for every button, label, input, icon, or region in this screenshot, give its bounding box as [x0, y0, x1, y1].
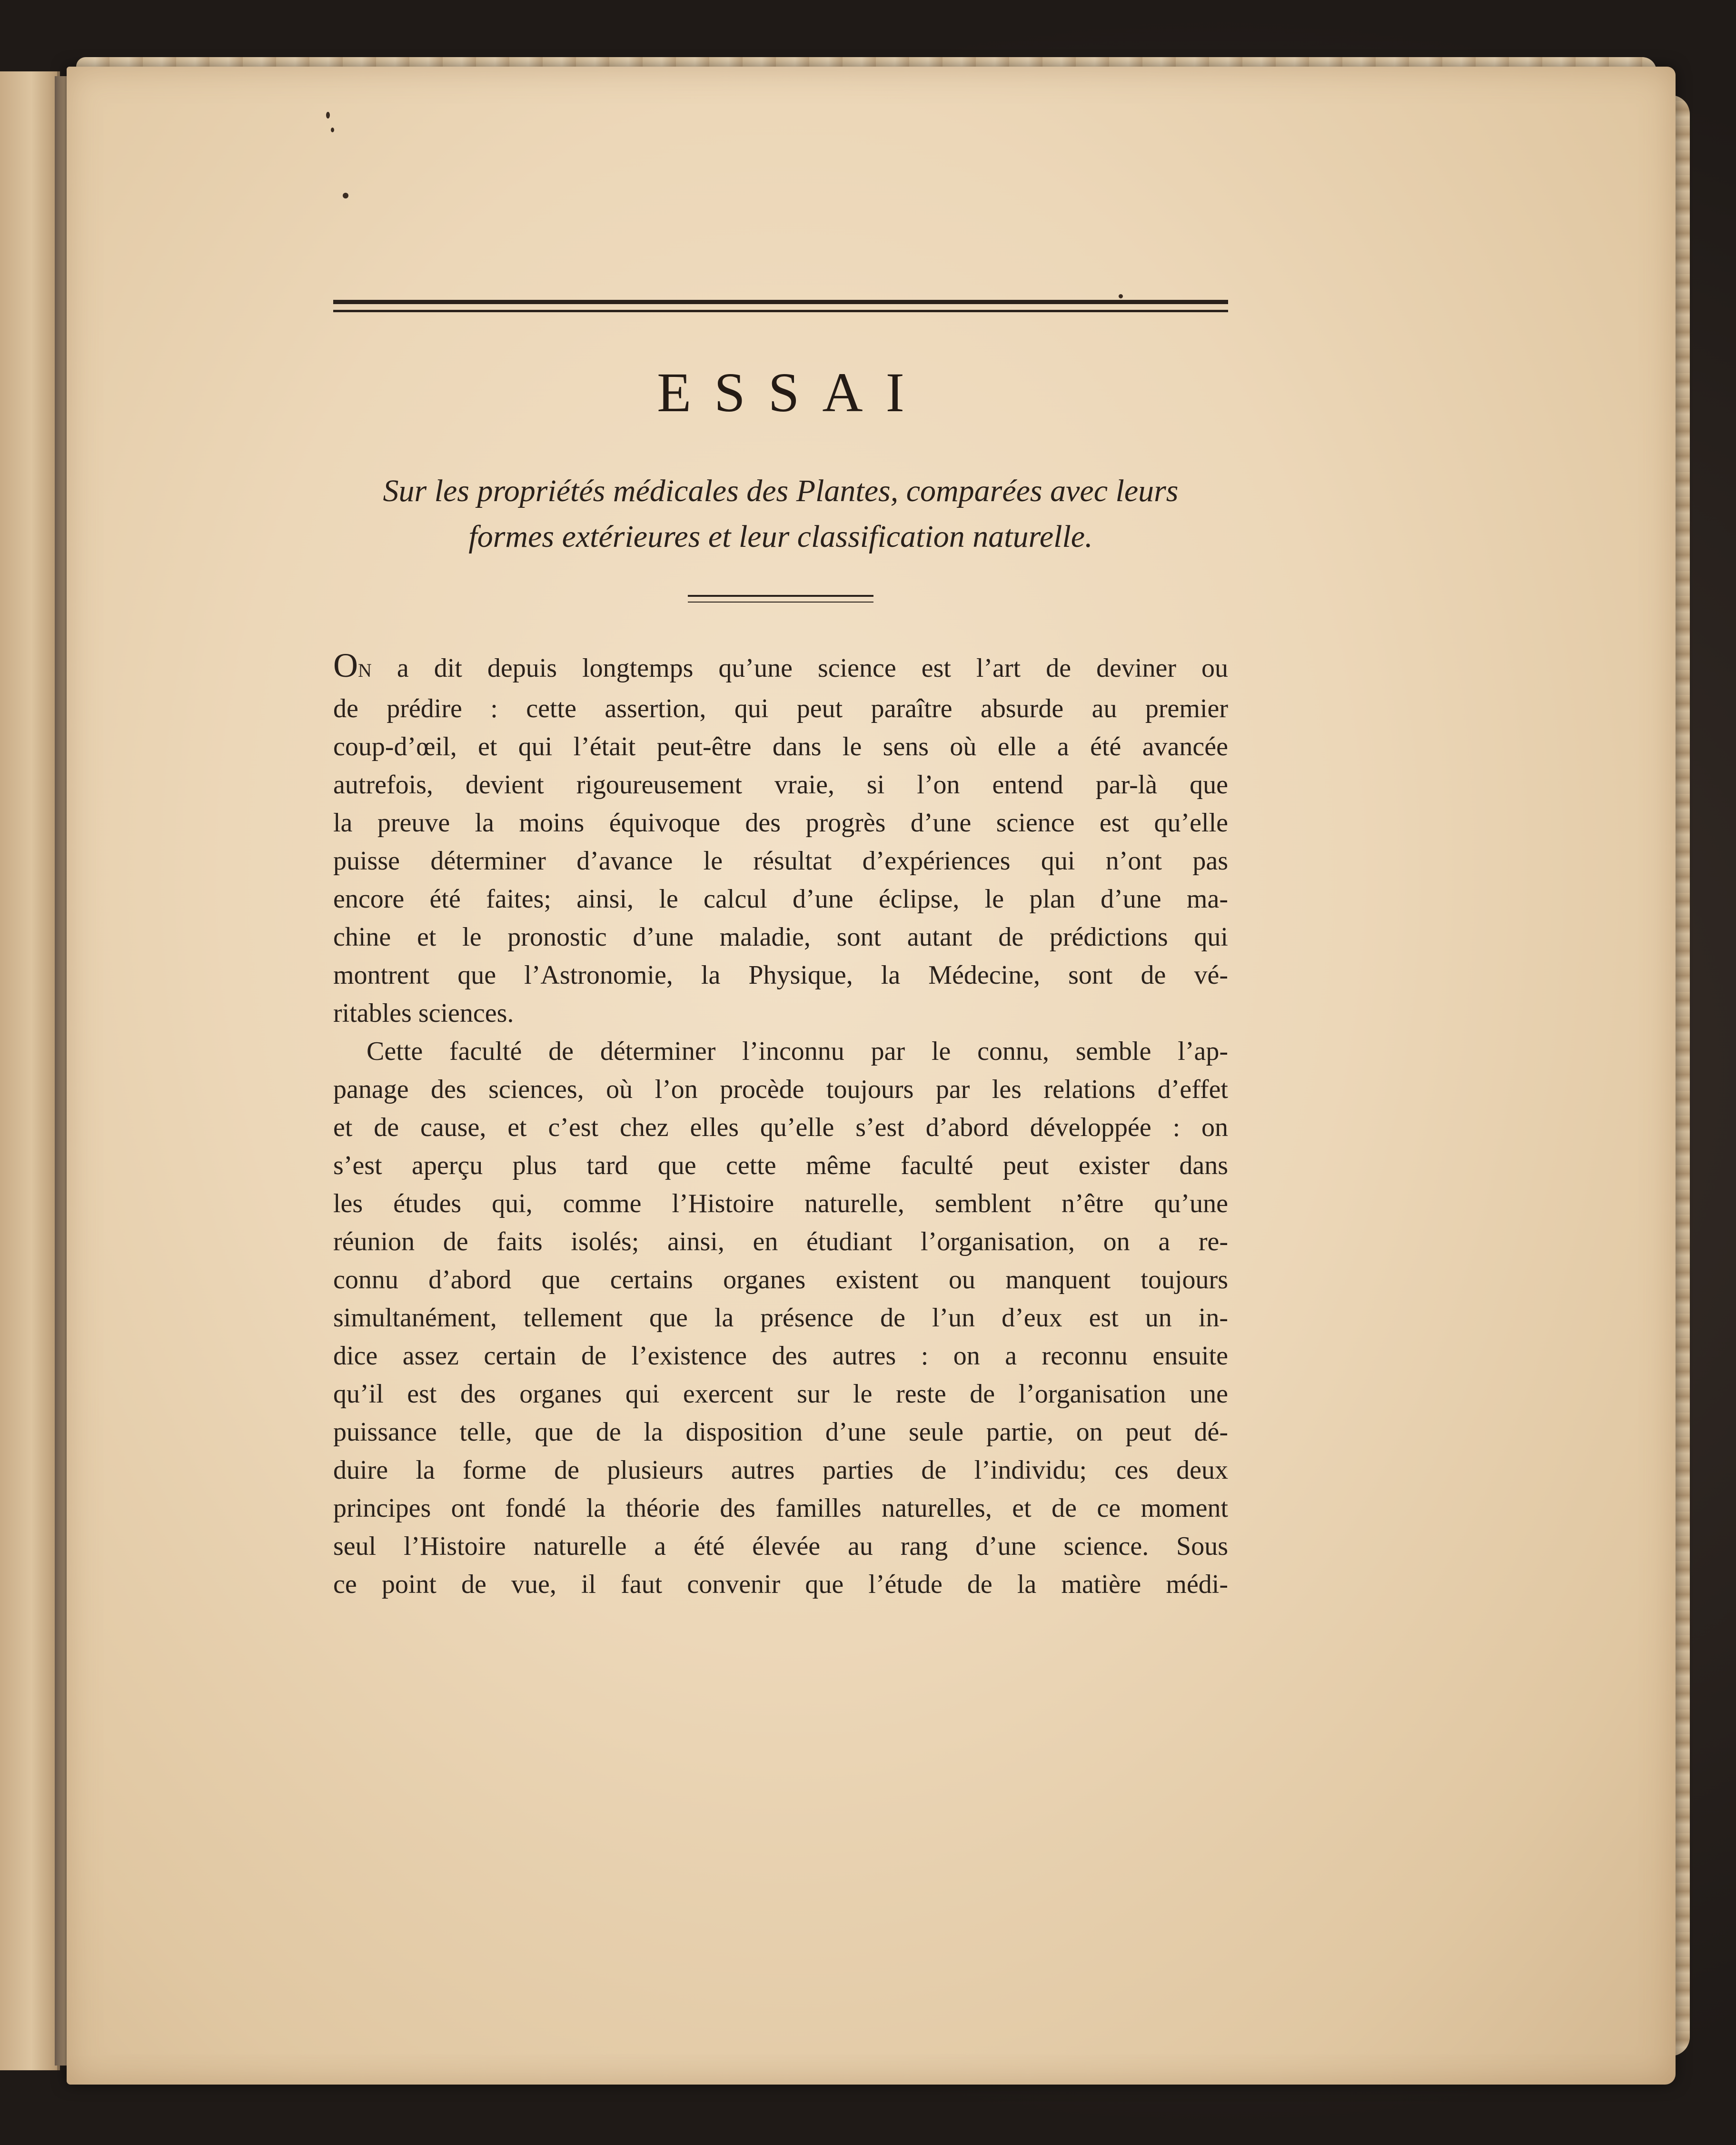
header-double-rule — [333, 300, 1228, 312]
text-line: panage des sciences, où l’on procède toujours par les relations d’effet — [333, 1075, 1228, 1104]
text-line-rest: a dit depuis longtemps qu’une science est l’art de deviner ou — [371, 653, 1228, 683]
text-line: et de cause, et c’est chez elles qu’elle s’est d’abord développée : on — [333, 1113, 1228, 1142]
paragraph-1 — [333, 646, 1228, 1032]
drop-cap: O — [333, 646, 358, 684]
subtitle — [333, 468, 1228, 560]
text-line: seul l’Histoire naturelle a été élevée au rang d’une science. Sous — [333, 1532, 1228, 1561]
text-line: duire la forme de plusieurs autres parties de l’individu; ces deux — [333, 1455, 1228, 1485]
text-line: Cette faculté de déterminer l’inconnu par le connu, semble l’ap- — [367, 1037, 1228, 1066]
text-line: les études qui, comme l’Histoire naturelle, semblent n’être qu’une — [333, 1189, 1228, 1218]
subtitle-line: Sur les propriétés médicales des Plantes, comparées avec leurs — [383, 474, 1179, 508]
subtitle-line: formes extérieures et leur classification naturelle. — [468, 519, 1093, 554]
text-line: ritables sciences. — [333, 998, 514, 1028]
facing-page-edge — [0, 71, 60, 2070]
text-line: coup-d’œil, et qui l’était peut-être dans le sens où elle a été avancée — [333, 732, 1228, 761]
paragraph-2 — [333, 1032, 1228, 1603]
text-line: puissance telle, que de la disposition d’une seule partie, on peut dé- — [333, 1417, 1228, 1447]
text-line: s’est aperçu plus tard que cette même faculté peut exister dans — [333, 1151, 1228, 1180]
text-line: dice assez certain de l’existence des autres : on a reconnu ensuite — [333, 1341, 1228, 1371]
page-title: ESSAI — [657, 361, 927, 424]
text-line: montrent que l’Astronomie, la Physique, la Médecine, sont de vé- — [333, 960, 1228, 990]
text-line: autrefois, devient rigoureusement vraie, si l’on entend par-là que — [333, 770, 1228, 800]
text-line: ce point de vue, il faut convenir que l’étude de la matière médi- — [333, 1570, 1228, 1599]
section-divider-rule — [688, 595, 873, 603]
text-line: puisse déterminer d’avance le résultat d’expériences qui n’ont pas — [333, 846, 1228, 876]
page-text-block — [333, 300, 1228, 1603]
text-line: chine et le pronostic d’une maladie, sont autant de prédictions qui — [333, 922, 1228, 952]
body-text — [333, 646, 1228, 1603]
text-line: principes ont fondé la théorie des familles naturelles, et de ce moment — [333, 1493, 1228, 1523]
small-cap: N — [358, 660, 372, 681]
text-line: la preuve la moins équivoque des progrès d’une science est qu’elle — [333, 808, 1228, 838]
text-line: simultanément, tellement que la présence de l’un d’eux est un in- — [333, 1303, 1228, 1333]
text-line: qu’il est des organes qui exercent sur le reste de l’organisation une — [333, 1379, 1228, 1409]
text-line: de prédire : cette assertion, qui peut paraître absurde au premier — [333, 694, 1228, 723]
text-line — [333, 646, 1228, 690]
text-line: connu d’abord que certains organes existent ou manquent toujours — [333, 1265, 1228, 1295]
text-line: réunion de faits isolés; ainsi, en étudiant l’organisation, on a re- — [333, 1227, 1228, 1256]
text-line: encore été faites; ainsi, le calcul d’une éclipse, le plan d’une ma- — [333, 884, 1228, 914]
